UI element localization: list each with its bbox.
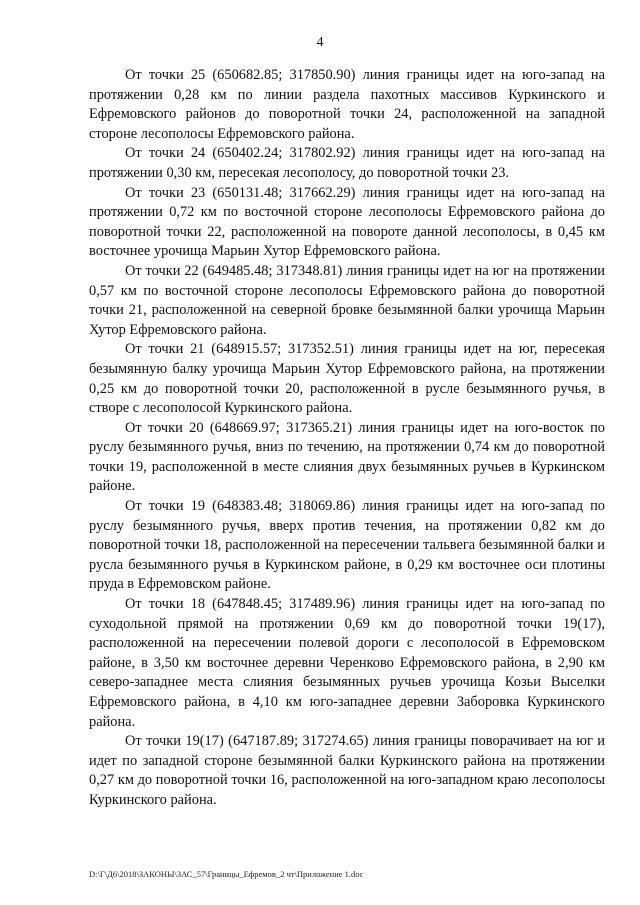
document-body [89,66,605,811]
footer-file-path: D:\Г\Д6\2018\ЗАКОНЫ\ЗАС_57\Границы_Ефремов_2 чт\Приложение 1.doc [89,869,364,879]
boundary-paragraph-point-25: От точки 25 (650682.85; 317850.90) линия границы идет на юго-запад на протяжении 0,28 км по линии раздела пахотных массивов Куркинского и Ефремовского районов до поворотной точки 24, расположенной на западной стороне лесополосы Ефремовского района. [89,67,605,142]
boundary-paragraph-point-21: От точки 21 (648915.57; 317352.51) линия границы идет на юг, пересекая безымянную балку урочища Марьин Хутор Ефремовского района, на протяжении 0,25 км до поворотной точки 20, расположенной в русле безымянного ручья, в створе с лесополосой Куркинского района. [89,341,605,417]
boundary-paragraph-point-23: От точки 23 (650131.48; 317662.29) линия границы идет на юго-запад на протяжении 0,72 км по восточной стороне лесополосы Ефремовского района до поворотной точки 22, расположенной на повороте данной лесополосы, в 0,45 км восточнее урочища Марьин Хутор Ефремовского района. [89,184,605,260]
boundary-paragraph-point-20: От точки 20 (648669.97; 317365.21) линия границы идет на юго-восток по руслу безымянного ручья, вниз по течению, на протяжении 0,74 км до поворотной точки 19, расположенной в месте слияния двух безымянных ручьев в Куркинском районе. [89,419,605,495]
boundary-paragraph-point-24: От точки 24 (650402.24; 317802.92) линия границы идет на юго-запад на протяжении 0,30 км, пересекая лесополосу, до поворотной точки 23. [89,145,605,181]
boundary-paragraph-point-19: От точки 19 (648383.48; 318069.86) линия границы идет на юго-запад по руслу безымянного ручья, вверх против течения, на протяжении 0,82 км до поворотной точки 18, расположенной на пересечении тальвега безымянной балки и русла безымянного ручья в Куркинском районе, в 0,29 км восточнее оси плотины пруда в Ефремовском районе. [89,498,605,593]
boundary-paragraph-point-22: От точки 22 (649485.48; 317348.81) линия границы идет на юг на протяжении 0,57 км по восточной стороне лесополосы Ефремовского района до поворотной точки 21, расположенной на северной бровке безымянной балки урочища Марьин Хутор Ефремовского района. [89,262,605,338]
boundary-paragraph-point-19-17: От точки 19(17) (647187.89; 317274.65) линия границы поворачивает на юг и идет по западной стороне безымянной балки Куркинского района на протяжении 0,27 км до поворотной точки 16, расположенной на юго-западном краю лесополосы Куркинского района. [89,733,605,808]
page-number: 4 [316,35,324,50]
boundary-paragraph-point-18: От точки 18 (647848.45; 317489.96) линия границы идет на юго-запад по суходольной прямой на протяжении 0,69 км до поворотной точки 19(17), расположенной на пересечении полевой дороги с лесополосой в Ефремовском районе, в 3,50 км восточнее деревни Черенково Ефремовского района, в 2,90 км северо-западнее места слияния безымянных ручьев урочища Козьи Выселки Ефремовского района, в 4,10 км юго-западнее деревни Заборовка Куркинского района. [89,596,605,730]
